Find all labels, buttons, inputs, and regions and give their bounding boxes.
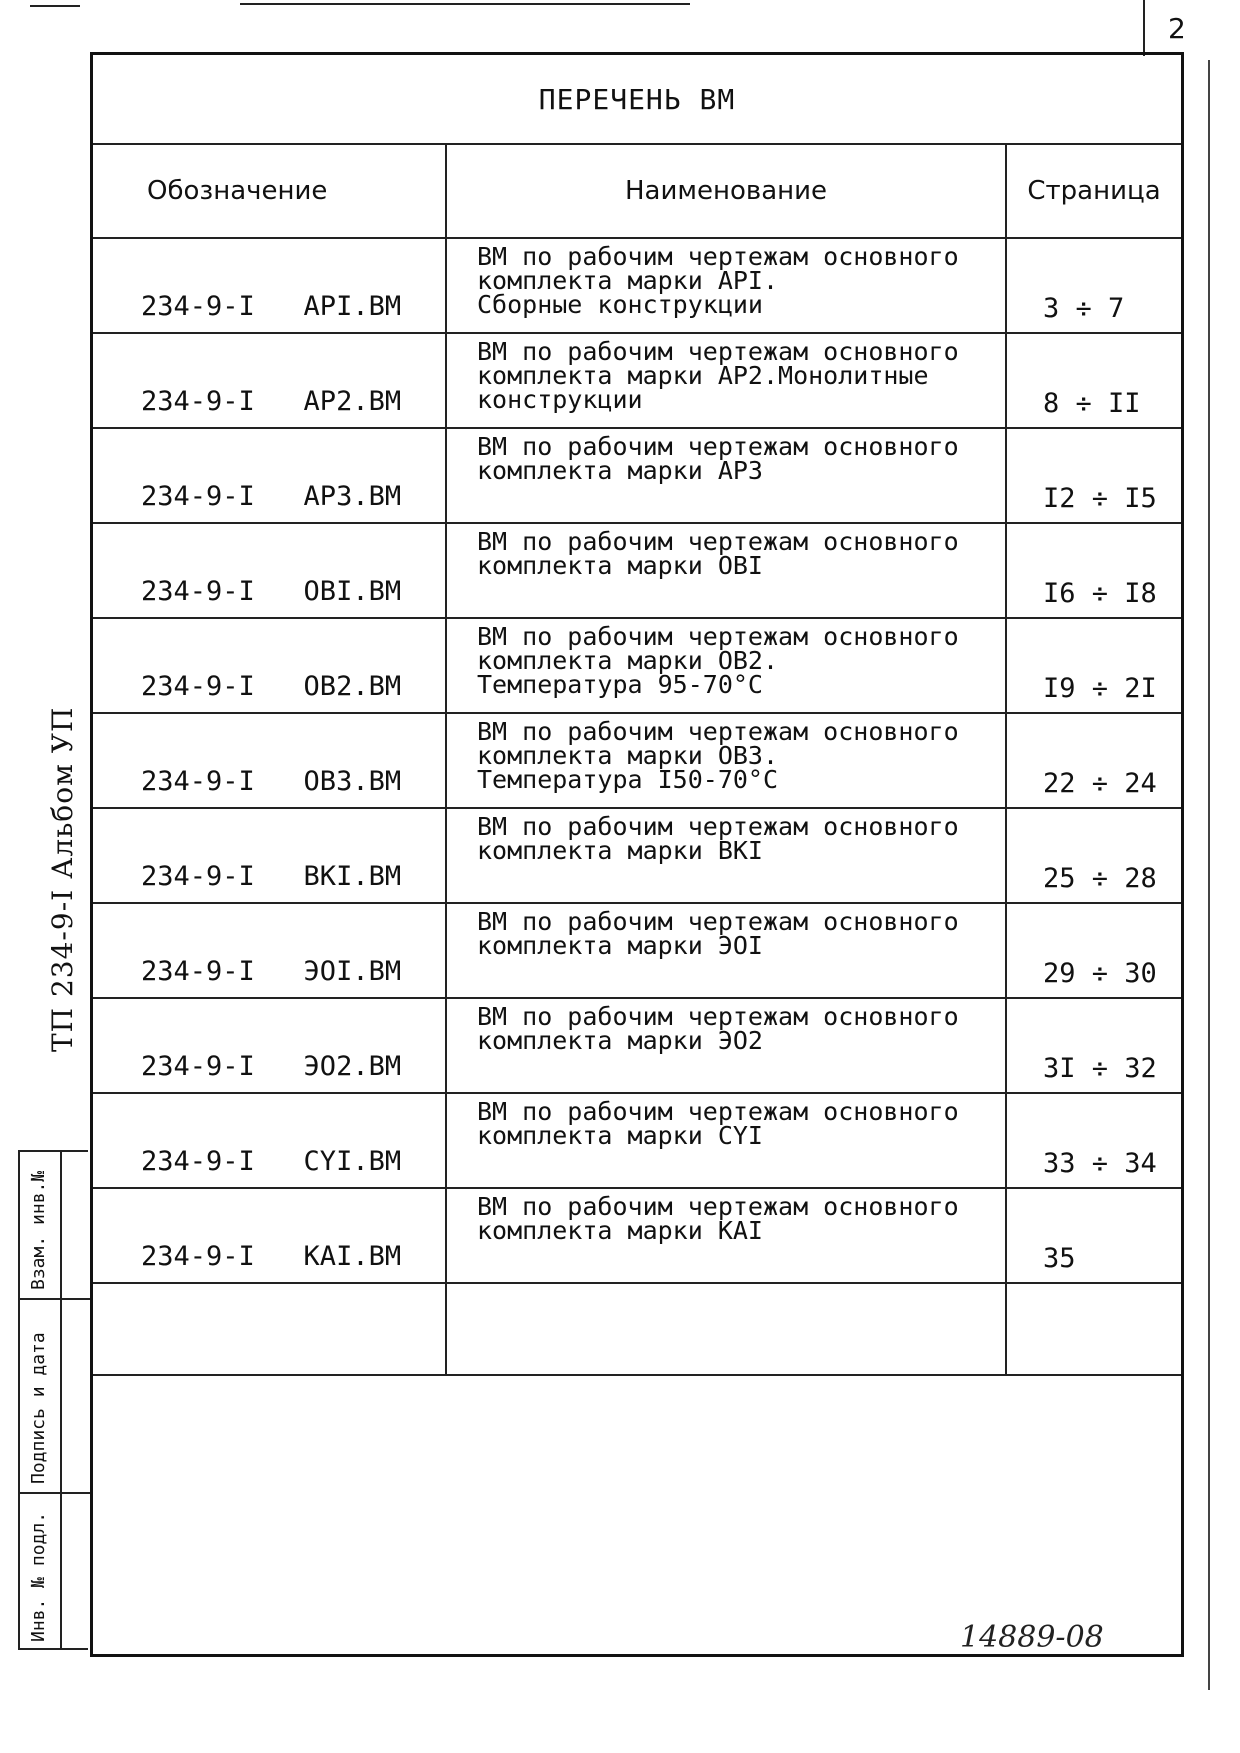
- row-name: [447, 524, 1007, 617]
- row-name-line: комплекта марки CYI: [477, 1121, 763, 1150]
- table-row: [93, 809, 1181, 904]
- approval-divider: [20, 1298, 90, 1300]
- row-name: [447, 239, 1007, 332]
- row-name-line: ВМ по рабочим чертежам основного: [477, 432, 959, 461]
- top-rule-center: [240, 3, 690, 5]
- swap-inv-label: Взам. инв.№: [28, 1170, 49, 1290]
- row-name-line: комплекта марки ЭO2: [477, 1026, 763, 1055]
- row-designation: 234-9-I BKI.BM: [93, 809, 447, 902]
- row-designation: 234-9-I OB2.BM: [93, 619, 447, 712]
- page-title: ПЕРЕЧЕНЬ ВМ: [93, 55, 1181, 145]
- empty-cell: [447, 1284, 1007, 1374]
- row-name-line: Температура I50-70°C: [477, 765, 779, 794]
- table-row: [93, 619, 1181, 714]
- row-name-line: конструкции: [477, 385, 643, 414]
- page-number: 2: [1168, 12, 1186, 45]
- header-page: Страница: [1027, 176, 1161, 206]
- approval-divider: [60, 1152, 62, 1648]
- row-pages: 29 ÷ 30: [1043, 958, 1157, 989]
- row-name: [447, 1189, 1007, 1282]
- row-name-line: комплекта марки OBI: [477, 551, 763, 580]
- row-name-line: ВМ по рабочим чертежам основного: [477, 1002, 959, 1031]
- row-name: [447, 1094, 1007, 1187]
- row-name: [447, 999, 1007, 1092]
- album-label: ТП 234-9-I Альбом УП: [46, 706, 79, 1052]
- table-row: [93, 429, 1181, 524]
- row-name: [447, 619, 1007, 712]
- row-name: [447, 714, 1007, 807]
- row-name: [447, 809, 1007, 902]
- row-pages: 8 ÷ II: [1043, 388, 1141, 419]
- contents-table: [93, 145, 1181, 1376]
- row-designation: 234-9-I CYI.BM: [93, 1094, 447, 1187]
- row-pages: I2 ÷ I5: [1043, 483, 1157, 514]
- row-name-line: ВМ по рабочим чертежам основного: [477, 622, 959, 651]
- row-name-line: Температура 95-70°C: [477, 670, 763, 699]
- row-pages: 25 ÷ 28: [1043, 863, 1157, 894]
- row-name-line: комплекта марки OB2.: [477, 646, 779, 675]
- header-designation: Обозначение: [93, 145, 447, 237]
- table-row: [93, 904, 1181, 999]
- header-name: Наименование: [447, 145, 1007, 237]
- table-row: [93, 239, 1181, 334]
- row-designation: 234-9-I OB3.BM: [93, 714, 447, 807]
- row-pages: 22 ÷ 24: [1043, 768, 1157, 799]
- row-name-line: ВМ по рабочим чертежам основного: [477, 337, 959, 366]
- row-name-line: комплекта марки OB3.: [477, 741, 779, 770]
- row-designation: 234-9-I ЭОI.BM: [93, 904, 447, 997]
- table-row: [93, 334, 1181, 429]
- document-frame: [90, 52, 1184, 1657]
- row-designation: 234-9-I OBI.BM: [93, 524, 447, 617]
- top-rule-left: [30, 5, 80, 7]
- row-name: [447, 904, 1007, 997]
- right-margin-line: [1208, 60, 1210, 1690]
- row-pages: 33 ÷ 34: [1043, 1148, 1157, 1179]
- row-designation: 234-9-I AP2.BM: [93, 334, 447, 427]
- row-name-line: ВМ по рабочим чертежам основного: [477, 242, 959, 271]
- row-pages: I9 ÷ 2I: [1043, 673, 1157, 704]
- approval-block: [18, 1150, 88, 1650]
- empty-row: [93, 1284, 1181, 1376]
- row-name-line: Сборные конструкции: [477, 290, 763, 319]
- table-row: [93, 714, 1181, 809]
- row-name-line: комплекта марки AP3: [477, 456, 763, 485]
- row-name-line: комплекта марки BKI: [477, 836, 763, 865]
- row-name-line: ВМ по рабочим чертежам основного: [477, 1192, 959, 1221]
- row-designation: 234-9-I ЭO2.BM: [93, 999, 447, 1092]
- row-name-line: комплекта марки AP2.Монолитные: [477, 361, 929, 390]
- row-name-line: ВМ по рабочим чертежам основного: [477, 907, 959, 936]
- page-number-divider: [1143, 0, 1145, 56]
- inv-original-label: Инв. № подл.: [28, 1511, 49, 1642]
- table-row: [93, 999, 1181, 1094]
- row-name-line: комплекта марки KAI: [477, 1216, 763, 1245]
- table-header: [93, 145, 1181, 239]
- row-pages: 3 ÷ 7: [1043, 293, 1125, 324]
- table-body: [93, 239, 1181, 1284]
- row-pages: 3I ÷ 32: [1043, 1053, 1157, 1084]
- row-name-line: ВМ по рабочим чертежам основного: [477, 527, 959, 556]
- row-pages: I6 ÷ I8: [1043, 578, 1157, 609]
- row-name: [447, 334, 1007, 427]
- signature-date-label: Подпись и дата: [28, 1332, 49, 1484]
- row-designation: 234-9-I AP3.BM: [93, 429, 447, 522]
- empty-cell: [1007, 1284, 1181, 1374]
- row-name-line: комплекта марки ЭОI: [477, 931, 763, 960]
- row-pages: 35: [1043, 1243, 1076, 1274]
- table-row: [93, 1189, 1181, 1284]
- row-name-line: ВМ по рабочим чертежам основного: [477, 1097, 959, 1126]
- table-row: [93, 524, 1181, 619]
- row-name: [447, 429, 1007, 522]
- row-designation: 234-9-I KAI.BM: [93, 1189, 447, 1282]
- approval-divider: [20, 1492, 90, 1494]
- empty-cell: [93, 1284, 447, 1374]
- row-designation: 234-9-I API.BM: [93, 239, 447, 332]
- row-name-line: комплекта марки API.: [477, 266, 779, 295]
- archive-stamp: 14889-08: [960, 1620, 1104, 1655]
- row-name-line: ВМ по рабочим чертежам основного: [477, 812, 959, 841]
- table-row: [93, 1094, 1181, 1189]
- row-name-line: ВМ по рабочим чертежам основного: [477, 717, 959, 746]
